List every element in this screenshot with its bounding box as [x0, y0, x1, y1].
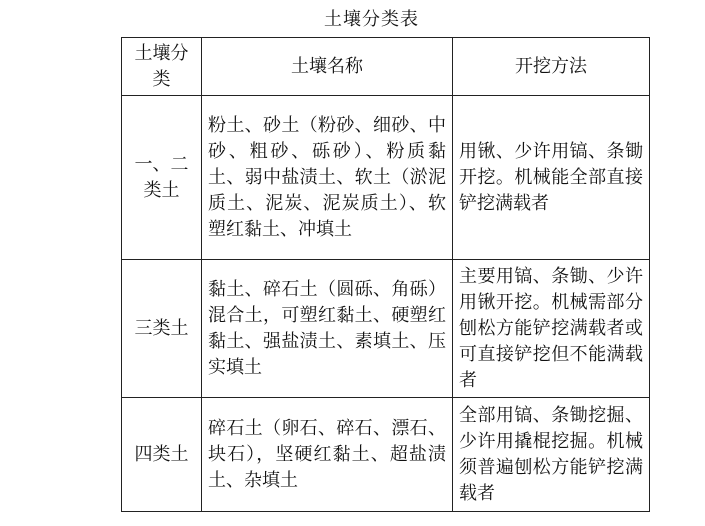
header-soil-name: 土壤名称 [202, 38, 453, 96]
table-row [122, 260, 650, 398]
soil-name-cell: 粉土、砂土（粉砂、细砂、中砂、粗砂、砾砂）、粉质黏土、弱中盐渍土、软土（淤泥质土、泥炭、泥炭质土）、软塑红黏土、冲填土 [202, 96, 453, 260]
excavation-method-cell: 主要用镐、条锄、少许用锹开挖。机械需部分刨松方能铲挖满载者或可直接铲挖但不能满载者 [453, 260, 650, 398]
excavation-method-cell: 全部用镐、条锄挖掘、少许用撬棍挖掘。机械须普遍刨松方能铲挖满载者 [453, 398, 650, 512]
soil-category-cell: 一、二类土 [122, 96, 202, 260]
header-soil-category: 土壤分类 [122, 38, 202, 96]
table-row [122, 398, 650, 512]
excavation-method-cell: 用锹、少许用镐、条锄开挖。机械能全部直接铲挖满载者 [453, 96, 650, 260]
header-excavation-method: 开挖方法 [453, 38, 650, 96]
table-header-row [122, 38, 650, 96]
soil-category-cell: 四类土 [122, 398, 202, 512]
soil-name-cell: 碎石土（卵石、碎石、漂石、块石），坚硬红黏土、超盐渍土、杂填土 [202, 398, 453, 512]
table-title: 土壤分类表 [324, 9, 419, 30]
table-row [122, 96, 650, 260]
soil-classification-table [121, 37, 650, 512]
soil-name-cell: 黏土、碎石土（圆砾、角砾）混合土，可塑红黏土、硬塑红黏土、强盐渍土、素填土、压实填土 [202, 260, 453, 398]
soil-category-cell: 三类土 [122, 260, 202, 398]
